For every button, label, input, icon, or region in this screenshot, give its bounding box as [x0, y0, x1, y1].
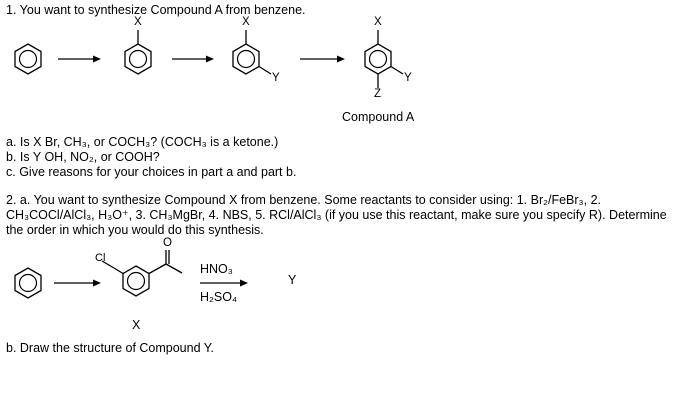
reagent-sulfuric-acid: H₂SO₄ — [200, 290, 238, 304]
reaction-arrow-2 — [172, 56, 214, 63]
reagent-nitric-acid: HNO₃ — [200, 262, 233, 276]
z-substituent-label: Z — [374, 88, 382, 100]
q2-intro-line-3: the order in which you would do this synthesis. — [6, 223, 264, 237]
q2-intro-line-2: CH₃COCl/AlCl₃, H₃O⁺, 3. CH₃MgBr, 4. NBS, 5. RCl/AlCl₃ (if you use this reactant, make sure you specify R). Determine — [6, 208, 667, 222]
q1-part-b: b. Is Y OH, NO₂, or COOH? — [6, 150, 160, 164]
q1-part-c: c. Give reasons for your choices in part a and part b. — [6, 165, 297, 179]
q1-title: 1. You want to synthesize Compound A from benzene. — [6, 3, 306, 17]
x-substituent-label-2: X — [242, 16, 250, 28]
y-substituent-label-2: Y — [404, 72, 412, 84]
benzene-ring-3 — [233, 30, 271, 74]
compound-x-structure — [102, 250, 182, 296]
x-substituent-label-1: X — [134, 16, 142, 28]
product-y-label: Y — [288, 273, 297, 287]
q2-intro-line-1: 2. a. You want to synthesize Compound X from benzene. Some reactants to consider using: 1. Br₂/FeBr₃, 2. — [6, 193, 601, 207]
x-substituent-label-3: X — [374, 16, 382, 28]
chlorine-label: Cl — [95, 252, 106, 264]
reaction-arrow-q2-1 — [54, 280, 101, 287]
benzene-ring-1 — [15, 44, 41, 74]
compound-x-label: X — [132, 318, 141, 332]
reaction-arrow-1 — [58, 56, 101, 63]
carbonyl-oxygen-label: O — [163, 237, 172, 249]
reaction-arrow-q2-2 — [200, 280, 248, 287]
reaction-arrow-3 — [300, 56, 345, 63]
y-substituent-label-1: Y — [272, 72, 280, 84]
benzene-ring-compound-a — [365, 30, 403, 88]
q2-part-b: b. Draw the structure of Compound Y. — [6, 341, 214, 355]
benzene-ring-q2-start — [15, 268, 41, 298]
benzene-ring-2 — [125, 30, 151, 74]
q1-part-a: a. Is X Br, CH₃, or COCH₃? (COCH₃ is a ketone.) — [6, 135, 279, 149]
compound-a-label: Compound A — [342, 110, 415, 124]
